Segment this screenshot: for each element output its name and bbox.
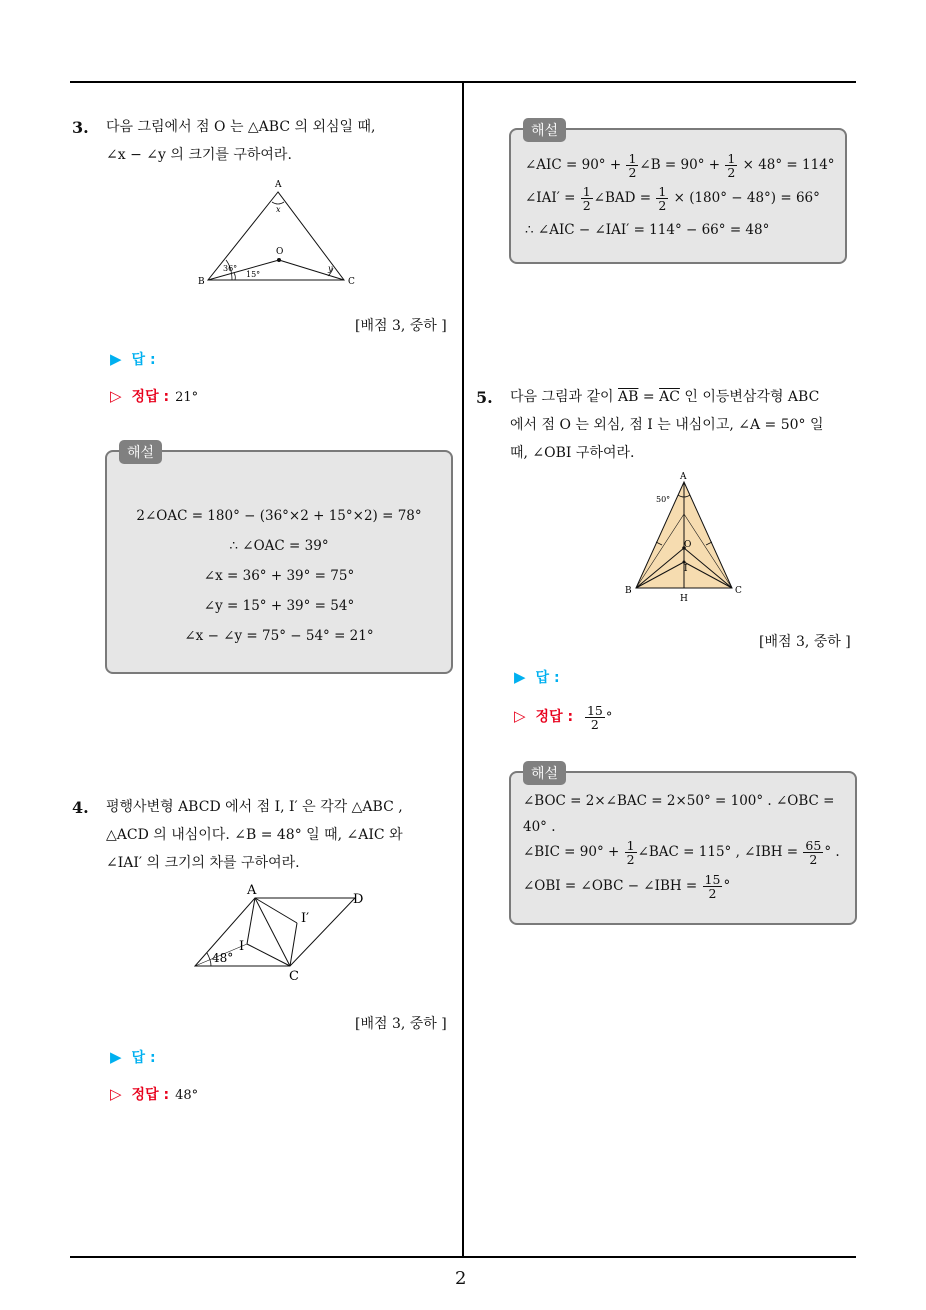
q3-correct-value: 21° [175, 390, 199, 405]
q4-score: [배점 3, 중하 ] [355, 1016, 447, 1032]
q4-label-I-prime: I′ [301, 911, 310, 926]
q3-number: 3. [72, 118, 89, 137]
fraction: $\frac{15}{2}$ [704, 872, 721, 902]
q5-exp-line3: ∠BIC = 90° + $\frac{1}{2}$ ∠BAC = 115° , ∠IBH = $\frac{65}{2}$ ° . [523, 838, 840, 868]
q3-label-15: 15° [246, 270, 261, 279]
q5-correct-row [514, 704, 612, 731]
q3-label-B: B [198, 277, 205, 287]
q5-answer-label: 답 : [535, 670, 560, 686]
fraction: $\frac{1}{2}$ [582, 184, 591, 214]
q3-label-C: C [348, 277, 355, 287]
q4-label-A: A [247, 883, 257, 898]
q3-label-x: x [276, 205, 281, 214]
q4-correct-row [110, 1084, 198, 1104]
q3-answer-row [110, 349, 156, 369]
q3-triangle-figure [190, 176, 370, 290]
q5-exp-line4: ∠OBI = ∠OBC − ∠IBH = $\frac{15}{2}$ ° [523, 872, 731, 902]
q5-answer-row [514, 667, 560, 687]
outline-triangle-icon: ▷ [110, 1085, 122, 1103]
q4-label-C: C [289, 969, 299, 984]
q5-number: 5. [476, 388, 493, 407]
q4-answer-row [110, 1047, 156, 1067]
q3-text [106, 113, 375, 169]
q5-line3: 때, ∠OBI 구하여라. [510, 445, 635, 461]
q3-explanation-tag: 해설 [119, 440, 162, 464]
q3-score: [배점 3, 중하 ] [355, 318, 447, 334]
q4-label-48: 48° [212, 951, 234, 965]
q4-number: 4. [72, 798, 89, 817]
q3-label-y: y [328, 264, 333, 273]
q4-explanation-box [509, 123, 847, 264]
q5-label-H: H [680, 594, 688, 604]
q4-line2: △ACD 의 내심이다. ∠B = 48° 일 때, ∠AIC 와 [106, 827, 403, 843]
q3-exp-line1: 2∠OAC = 180° − (36°×2 + 15°×2) = 78° [136, 508, 422, 524]
q4-line3: ∠IAI′ 의 크기의 차를 구하여라. [106, 855, 300, 871]
q3-line2: ∠x − ∠y 의 크기를 구하여라. [106, 147, 292, 163]
q5-explanation-box [509, 766, 857, 925]
filled-triangle-icon: ▶ [110, 350, 122, 368]
page-number: 2 [455, 1268, 467, 1289]
q5-isosceles-figure [618, 470, 748, 608]
q5-correct-label: 정답 : [535, 709, 574, 726]
q4-exp-line1: ∠AIC = 90° + $\frac{1}{2}$ ∠B = 90° + $\frac{1}{2}$ × 48° = 114° [525, 151, 835, 181]
q3-correct-row [110, 386, 198, 406]
q4-explanation-tag: 해설 [523, 118, 566, 142]
q3-answer-label: 답 : [131, 352, 156, 368]
filled-triangle-icon: ▶ [514, 668, 526, 686]
q5-text [510, 383, 824, 467]
q4-correct-value: 48° [175, 1088, 199, 1103]
q4-answer-label: 답 : [131, 1050, 156, 1066]
q5-label-I: I [684, 564, 688, 574]
q3-exp-line4: ∠y = 15° + 39° = 54° [203, 598, 355, 614]
q5-label-B: B [625, 586, 632, 596]
q5-label-50: 50° [656, 495, 671, 504]
q4-exp-line2: ∠IAI′ = $\frac{1}{2}$ ∠BAD = $\frac{1}{2}$ × (180° − 48°) = 66° [525, 184, 820, 214]
q4-correct-label: 정답 : [131, 1087, 170, 1103]
outline-triangle-icon: ▷ [514, 707, 526, 726]
bottom-rule [70, 1256, 856, 1258]
q5-exp-line1: ∠BOC = 2×∠BAC = 2×50° = 100° . ∠OBC = [523, 793, 835, 809]
q3-explanation-box [105, 445, 453, 674]
q4-label-I: I [239, 939, 245, 954]
q4-label-D: D [353, 892, 364, 907]
fraction: $\frac{65}{2}$ [805, 838, 822, 868]
q5-label-C: C [735, 586, 742, 596]
q5-score: [배점 3, 중하 ] [759, 634, 851, 650]
q4-line1: 평행사변형 ABCD 에서 점 I, I′ 은 각각 △ABC , [106, 799, 403, 815]
q3-exp-line3: ∠x = 36° + 39° = 75° [203, 568, 355, 584]
fraction: $\frac{1}{2}$ [727, 151, 736, 181]
q3-label-A: A [275, 180, 282, 190]
filled-triangle-icon: ▶ [110, 1048, 122, 1066]
q4-text [106, 793, 403, 877]
q5-exp-line2: 40° . [523, 819, 556, 835]
outline-triangle-icon: ▷ [110, 387, 122, 405]
q3-line1: 다음 그림에서 점 O 는 △ABC 의 외심일 때, [106, 119, 376, 135]
q5-line1: 다음 그림과 같이 $\overline{AB} = \overline{AC}$ 인 이등변삼각형 ABC [510, 389, 820, 405]
q5-label-O: O [684, 540, 692, 550]
q3-label-36: 36° [223, 264, 238, 273]
fraction: $\frac{1}{2}$ [658, 184, 667, 214]
column-divider [462, 82, 464, 1258]
q5-label-A: A [680, 472, 687, 482]
q4-parallelogram-figure [185, 880, 375, 985]
q3-label-O: O [276, 247, 284, 257]
fraction: $\frac{15}{2}$ [586, 703, 603, 733]
q5-line2: 에서 점 O 는 외심, 점 I 는 내심이고, ∠A = 50° 일 [510, 417, 824, 433]
q5-explanation-tag: 해설 [523, 761, 566, 785]
q3-exp-line2: ∴ ∠OAC = 39° [229, 538, 329, 554]
fraction: $\frac{1}{2}$ [628, 151, 637, 181]
fraction: $\frac{1}{2}$ [626, 838, 635, 868]
q5-correct-value: $\frac{15}{2}$ ° [586, 703, 613, 733]
q4-exp-line3: ∴ ∠AIC − ∠IAI′ = 114° − 66° = 48° [525, 222, 770, 238]
q3-correct-label: 정답 : [131, 389, 170, 405]
q3-exp-line5: ∠x − ∠y = 75° − 54° = 21° [184, 628, 374, 644]
